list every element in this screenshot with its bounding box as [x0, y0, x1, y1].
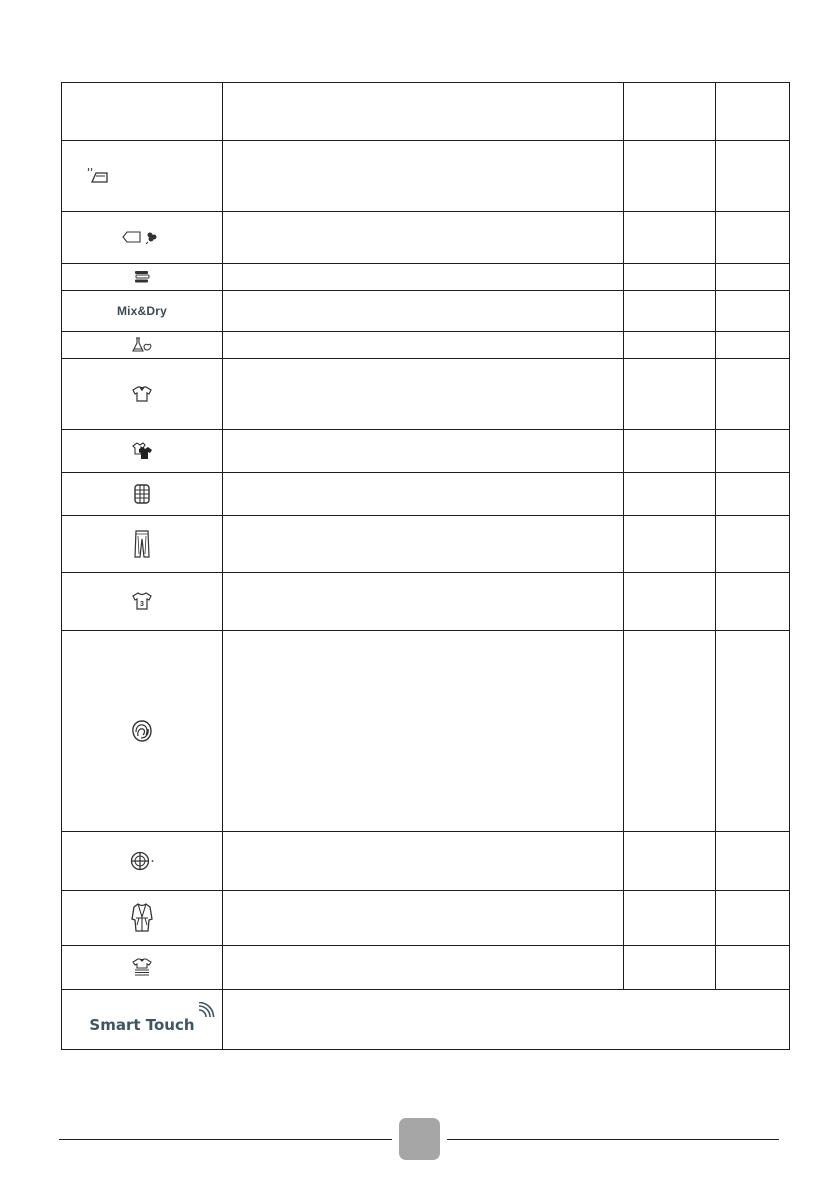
table-row	[62, 631, 790, 832]
svg-text:3: 3	[140, 601, 144, 609]
table-row	[62, 430, 790, 473]
mix-dry-label: Mix&Dry	[116, 304, 168, 318]
header-cell	[624, 83, 716, 141]
sport-jersey-icon	[132, 592, 152, 610]
programme-icon-cell	[62, 212, 223, 264]
smart-touch-label: Smart Touch	[89, 1016, 195, 1034]
page-number-tab	[399, 1118, 440, 1160]
programme-icon-cell	[62, 291, 223, 332]
programme-icon-cell	[62, 430, 223, 473]
footer-rule-right	[447, 1139, 779, 1140]
shirt-icon	[132, 385, 152, 403]
table-row	[62, 291, 790, 332]
allergy-crosshair-icon	[129, 850, 155, 872]
programme-table	[61, 82, 790, 1050]
programme-icon-cell	[62, 891, 223, 946]
programme-icon-cell	[62, 332, 223, 359]
programme-icon-cell	[62, 516, 223, 573]
flask-drop-icon	[131, 337, 153, 353]
programme-icon-cell	[62, 141, 223, 212]
table-row	[62, 332, 790, 359]
table-row	[62, 212, 790, 264]
dark-garments-icon	[131, 442, 153, 460]
table-row	[62, 946, 790, 990]
header-cell	[223, 83, 624, 141]
header-cell	[716, 83, 790, 141]
table-row	[62, 473, 790, 516]
table-row	[62, 832, 790, 891]
jeans-icon	[134, 530, 150, 558]
programme-icon-cell	[62, 832, 223, 891]
smart-touch-logo	[89, 1016, 194, 1034]
shirt-steam-icon	[132, 958, 152, 976]
footer-rule-left	[59, 1139, 392, 1140]
programme-icon-cell	[62, 631, 223, 832]
tag-cotton-icon	[122, 230, 162, 244]
header-cell	[62, 83, 223, 141]
programme-icon-cell	[62, 990, 223, 1050]
programme-icon-cell	[62, 473, 223, 516]
iron-dry-icon	[86, 168, 110, 184]
table-header-row	[62, 83, 790, 141]
table-row	[62, 264, 790, 291]
bathrobe-icon	[131, 903, 153, 933]
table-row	[62, 141, 790, 212]
wireless-waves-icon	[197, 1002, 215, 1020]
table-row	[62, 573, 790, 631]
table-row	[62, 359, 790, 430]
table-row	[62, 516, 790, 573]
wool-ball-icon	[130, 719, 154, 743]
table-row	[62, 990, 790, 1050]
quilted-jacket-icon	[133, 483, 151, 505]
table-row	[62, 891, 790, 946]
programme-icon-cell	[62, 573, 223, 631]
towel-stack-icon	[134, 270, 150, 284]
programme-icon-cell	[62, 359, 223, 430]
programme-icon-cell	[62, 946, 223, 990]
programme-icon-cell	[62, 264, 223, 291]
